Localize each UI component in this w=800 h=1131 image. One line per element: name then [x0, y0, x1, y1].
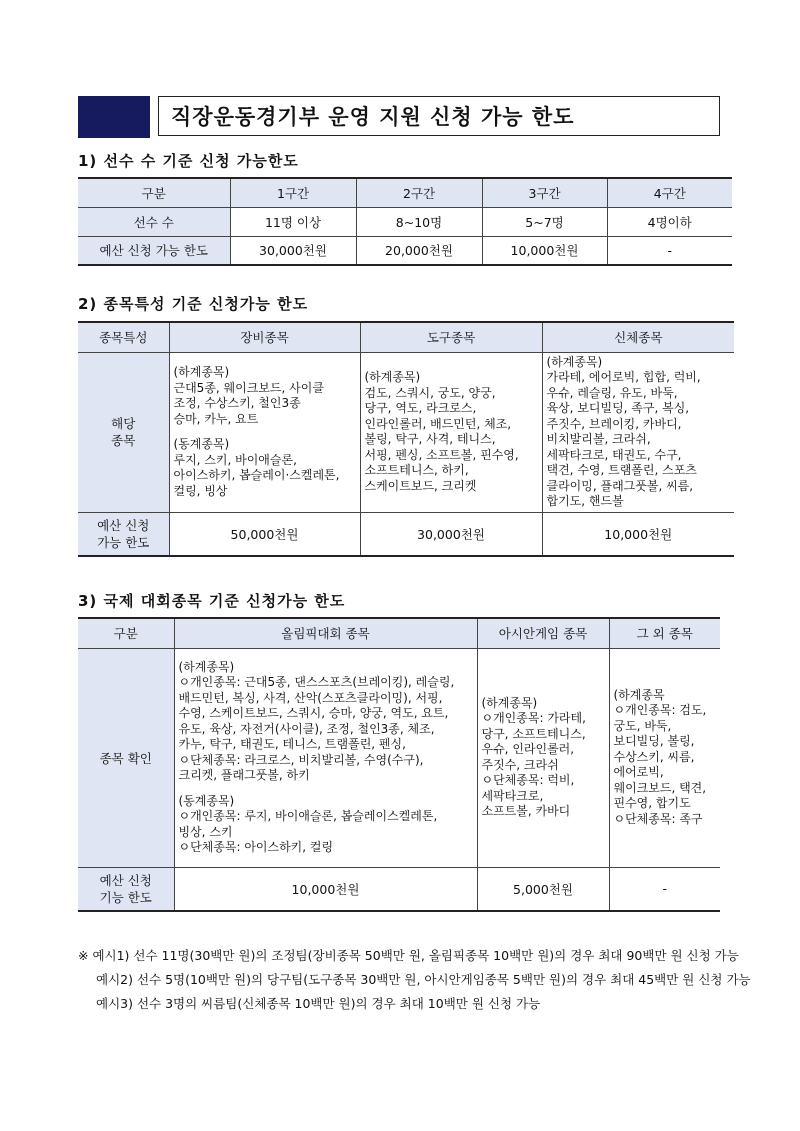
section2-header-row	[78, 322, 734, 352]
note-line: 예시2) 선수 5명(10백만 원)의 당구팀(도구종목 30백만 원, 아시안게임종목 5백만 원)의 경우 최대 45백만 원 신청 가능	[96, 972, 751, 987]
summer-list: 근대5종, 웨이크보드, 사이클 조정, 수상스키, 철인3종 승마, 카누, 요트	[173, 380, 324, 426]
summer-title: (하계종목)	[546, 354, 603, 369]
section3-header-row	[78, 618, 720, 648]
page-title: 직장운동경기부 운영 지원 신청 가능 한도	[171, 105, 575, 129]
s1-header-cell: 구분	[78, 178, 230, 207]
budget-cell: 5,000천원	[477, 867, 609, 911]
winter-list: 루지, 스키, 바이애슬론, 아이스하키, 봅슬레이·스켈레톤, 컬링, 빙상	[173, 452, 340, 498]
table-row	[78, 648, 720, 867]
page-title-box	[158, 96, 720, 136]
section3-table	[78, 617, 720, 912]
table-row	[78, 207, 732, 236]
team-list: ㅇ단체종목: 럭비, 세팍타크로, 소프트볼, 카바디	[481, 773, 575, 818]
table-cell: 5~7명	[482, 207, 607, 236]
row-label: 선수 수	[78, 207, 230, 236]
individual-list: ㅇ개인종목: 근대5종, 댄스스포츠(브레이킹), 레슬링, 배드민턴, 복싱, 사격, 산악(스포츠클라이밍), 서핑, 수영, 스케이트보드, 스쿼시, 승마, 양궁, 역도, 요트, 유도, 육상, 자전거(사이클), 조정, 철인3종, 체조, 카누, 탁구, 태권도, 테니스, 트램폴린, 펜싱,	[178, 675, 455, 751]
s3-header-cell: 구분	[78, 618, 174, 648]
summer-title: (하계종목)	[173, 365, 230, 379]
note-line: ※ 예시1) 선수 11명(30백만 원)의 조정팀(장비종목 50백만 원, 올림픽종목 10백만 원)의 경우 최대 90백만 원 신청 가능	[78, 948, 739, 963]
table-cell: -	[607, 236, 732, 265]
s1-header-cell: 4구간	[607, 178, 732, 207]
section1-header-row	[78, 178, 732, 207]
section1-table	[78, 177, 732, 266]
winter-title: (동계종목)	[173, 437, 230, 451]
asian-games-sports-cell	[477, 648, 609, 867]
team-list: ㅇ단체종목: 족구	[613, 811, 703, 826]
s3-header-cell: 아시안게임 종목	[477, 618, 609, 648]
summer-title: (하계종목)	[481, 695, 538, 710]
olympic-sports-cell	[174, 648, 477, 867]
section2-table	[78, 321, 734, 557]
team-list: ㅇ단체종목: 아이스하키, 컬링	[178, 840, 334, 854]
budget-cell: 10,000천원	[174, 867, 477, 911]
s1-header-cell: 2구간	[356, 178, 482, 207]
table-cell: 4명이하	[607, 207, 732, 236]
s1-header-cell: 3구간	[482, 178, 607, 207]
individual-list: ㅇ개인종목: 루지, 바이애슬론, 봅슬레이스켈레톤, 빙상, 스키	[178, 809, 438, 839]
example-notes	[78, 944, 751, 1016]
team-list: ㅇ단체종목: 라크로스, 비치발리볼, 수영(수구), 크리켓, 플래그풋볼, 하키	[178, 752, 424, 782]
row-label: 예산 신청 가능 한도	[78, 236, 230, 265]
winter-title: (동계종목)	[178, 793, 235, 808]
row-label: 해당 종목	[78, 352, 169, 512]
s2-header-cell: 도구종목	[360, 322, 542, 352]
note-line: 예시3) 선수 3명의 씨름팀(신체종목 10백만 원)의 경우 최대 10백만 원 신청 가능	[96, 996, 541, 1011]
s3-header-cell: 그 외 종목	[609, 618, 720, 648]
other-sports-cell	[609, 648, 720, 867]
body-sports-cell	[542, 352, 734, 512]
section3-heading: 3) 국제 대회종목 기준 신청가능 한도	[78, 592, 346, 610]
row-label: 종목 확인	[78, 648, 174, 867]
row-label: 예산 신청 기능 한도	[78, 867, 174, 911]
s3-header-cell: 올림픽대회 종목	[174, 618, 477, 648]
summer-list: 검도, 스쿼시, 궁도, 양궁, 당구, 역도, 라크로스, 인라인롤러, 배드민턴, 체조, 볼링, 탁구, 사격, 테니스, 서핑, 펜싱, 소프트볼, 핀수영, 소프트테니스, 하키, 스케이트보드, 크리켓	[364, 385, 519, 493]
s1-header-cell: 1구간	[230, 178, 356, 207]
table-row	[78, 512, 734, 556]
budget-cell: 50,000천원	[169, 512, 360, 556]
individual-list: ㅇ개인종목: 검도, 궁도, 바둑, 보디빌딩, 볼링, 수상스키, 씨름, 에어로빅, 웨이크보드, 택견, 핀수영, 합기도	[613, 703, 707, 811]
summer-title: (하계종목)	[178, 659, 235, 674]
title-accent-block	[78, 96, 150, 138]
table-cell: 30,000천원	[230, 236, 356, 265]
equipment-sports-cell	[169, 352, 360, 512]
summer-list: 가라테, 에어로빅, 힙합, 럭비, 우슈, 레슬링, 유도, 바둑, 육상, 보디빌딩, 족구, 복싱, 주짓수, 브레이킹, 카바디, 비치발리볼, 크라쉬, 세팍타크로, 태권도, 수구, 택견, 수영, 트램폴린, 스포츠 클라이밍, 플래그풋볼, 씨름, 합기도, 핸드볼	[546, 370, 701, 508]
section2-heading: 2) 종목특성 기준 신청가능 한도	[78, 295, 309, 313]
s2-header-cell: 종목특성	[78, 322, 169, 352]
s2-header-cell: 신체종목	[542, 322, 734, 352]
table-cell: 10,000천원	[482, 236, 607, 265]
table-row	[78, 236, 732, 265]
row-label: 예산 신청 가능 한도	[78, 512, 169, 556]
tool-sports-cell	[360, 352, 542, 512]
summer-title: (하계종목	[613, 687, 665, 702]
budget-cell: -	[609, 867, 720, 911]
table-row	[78, 867, 720, 911]
table-cell: 8~10명	[356, 207, 482, 236]
s2-header-cell: 장비종목	[169, 322, 360, 352]
summer-title: (하계종목)	[364, 370, 421, 384]
individual-list: ㅇ개인종목: 가라테, 당구, 소프트테니스, 우슈, 인라인롤러, 주짓수, 크라쉬	[481, 711, 586, 772]
budget-cell: 30,000천원	[360, 512, 542, 556]
budget-cell: 10,000천원	[542, 512, 734, 556]
section1-heading: 1) 선수 수 기준 신청 가능한도	[78, 152, 299, 170]
table-cell: 20,000천원	[356, 236, 482, 265]
table-cell: 11명 이상	[230, 207, 356, 236]
table-row	[78, 352, 734, 512]
